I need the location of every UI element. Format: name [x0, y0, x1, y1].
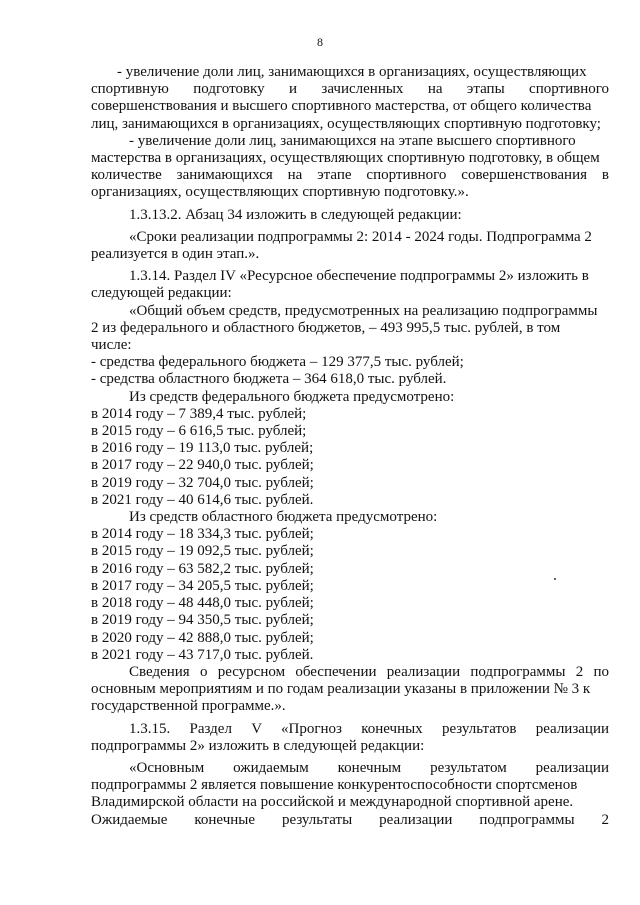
paragraph-1-3-15 — [91, 721, 609, 755]
paragraph-expected-results — [91, 760, 609, 829]
paragraph-1-3-14 — [91, 268, 609, 302]
yearly-funding-list — [91, 389, 609, 664]
paragraph-budget-sources — [91, 354, 609, 388]
text-line: реализуется в один этап.». — [91, 246, 260, 263]
list-item: в 2020 году – 42 888,0 тыс. рублей; — [91, 629, 314, 646]
list-item: в 2017 году – 34 205,5 тыс. рублей; — [91, 577, 314, 594]
text-line: количестве занимающихся на этапе спортивного совершенствования в — [91, 167, 609, 184]
text-line: 1.3.14. Раздел IV «Ресурсное обеспечение подпрограммы 2» изложить в — [129, 268, 589, 285]
text-line: Сведения о ресурсном обеспечении реализации подпрограммы 2 по — [129, 663, 609, 680]
text-line: 1.3.13.2. Абзац 34 изложить в следующей редакции: — [129, 206, 462, 223]
list-item: в 2019 году – 32 704,0 тыс. рублей; — [91, 474, 314, 491]
list-item: в 2016 году – 19 113,0 тыс. рублей; — [91, 440, 314, 457]
text-line: «Сроки реализации подпрограммы 2: 2014 - 2024 годы. Подпрограмма 2 — [129, 228, 592, 245]
list-item: в 2015 году – 6 616,5 тыс. рублей; — [91, 423, 307, 440]
text-line: - увеличение доли лиц, занимающихся в организациях, осуществляющих — [117, 64, 587, 80]
list-item: в 2019 году – 94 350,5 тыс. рублей; — [91, 612, 314, 629]
text-line: - увеличение доли лиц, занимающихся на этапе высшего спортивного — [129, 132, 576, 149]
text-line: организациях, осуществляющих спортивную подготовку.». — [91, 184, 469, 201]
page-number: 8 — [317, 35, 323, 49]
text-line: 2 из федерального и областного бюджетов, – 493 995,5 тыс. рублей, в том — [91, 319, 561, 336]
paragraph-total-funds — [91, 303, 609, 355]
text-line: подпрограммы 2» изложить в следующей редакции: — [91, 737, 425, 754]
list-heading-federal: Из средств федерального бюджета предусмотрено: — [129, 388, 455, 405]
text-line: подпрограммы 2 является повышение конкурентоспособности спортсменов — [91, 777, 578, 794]
text-line: Владимирской области на российской и международной спортивной арене. — [91, 794, 574, 811]
text-line: следующей редакции: — [91, 285, 232, 302]
paragraph-1-3-13-2 — [91, 207, 609, 224]
text-line: - средства областного бюджета – 364 618,0 тыс. рублей. — [91, 371, 447, 388]
paragraph-appendix-ref — [91, 664, 609, 716]
list-item: в 2014 году – 18 334,3 тыс. рублей; — [91, 526, 314, 543]
text-line: - средства федерального бюджета – 129 377,5 тыс. рублей; — [91, 354, 464, 371]
text-line: числе: — [91, 337, 132, 354]
paragraph-bullet-1 — [91, 64, 609, 133]
text-line: лиц, занимающихся в организациях, осуществляющих спортивную подготовку; — [91, 115, 601, 132]
paragraph-terms — [91, 229, 609, 263]
list-item: в 2021 году – 40 614,6 тыс. рублей. — [91, 491, 314, 508]
list-item: в 2014 году – 7 389,4 тыс. рублей; — [91, 405, 307, 422]
paragraph-bullet-2 — [91, 133, 609, 202]
text-line: Ожидаемые конечные результаты реализации подпрограммы 2 — [91, 811, 609, 828]
document-body — [91, 64, 609, 829]
list-item: в 2017 году – 22 940,0 тыс. рублей; — [91, 457, 314, 474]
list-item: в 2016 году – 63 582,2 тыс. рублей; — [91, 560, 314, 577]
list-item: в 2018 году – 48 448,0 тыс. рублей; — [91, 595, 314, 612]
text-line: совершенствования и высшего спортивного мастерства, от общего количества — [91, 98, 592, 115]
text-line: государственной программе.». — [91, 698, 286, 715]
text-line: спортивную подготовку и зачисленных на этапы спортивного — [91, 81, 609, 98]
list-item: в 2015 году – 19 092,5 тыс. рублей; — [91, 543, 314, 560]
text-line: «Основным ожидаемым конечным результатом реализации — [129, 759, 609, 776]
list-heading-regional: Из средств областного бюджета предусмотрено: — [129, 509, 438, 526]
text-line: 1.3.15. Раздел V «Прогноз конечных результатов реализации — [129, 720, 609, 737]
text-line: «Общий объем средств, предусмотренных на реализацию подпрограммы — [129, 302, 598, 319]
text-line: мастерства в организациях, осуществляющих спортивную подготовку, в общем — [91, 150, 600, 167]
scan-speck — [554, 578, 556, 580]
list-item: в 2021 году – 43 717,0 тыс. рублей. — [91, 646, 314, 663]
text-line: основным мероприятиям и по годам реализации указаны в приложении № 3 к — [91, 681, 591, 698]
